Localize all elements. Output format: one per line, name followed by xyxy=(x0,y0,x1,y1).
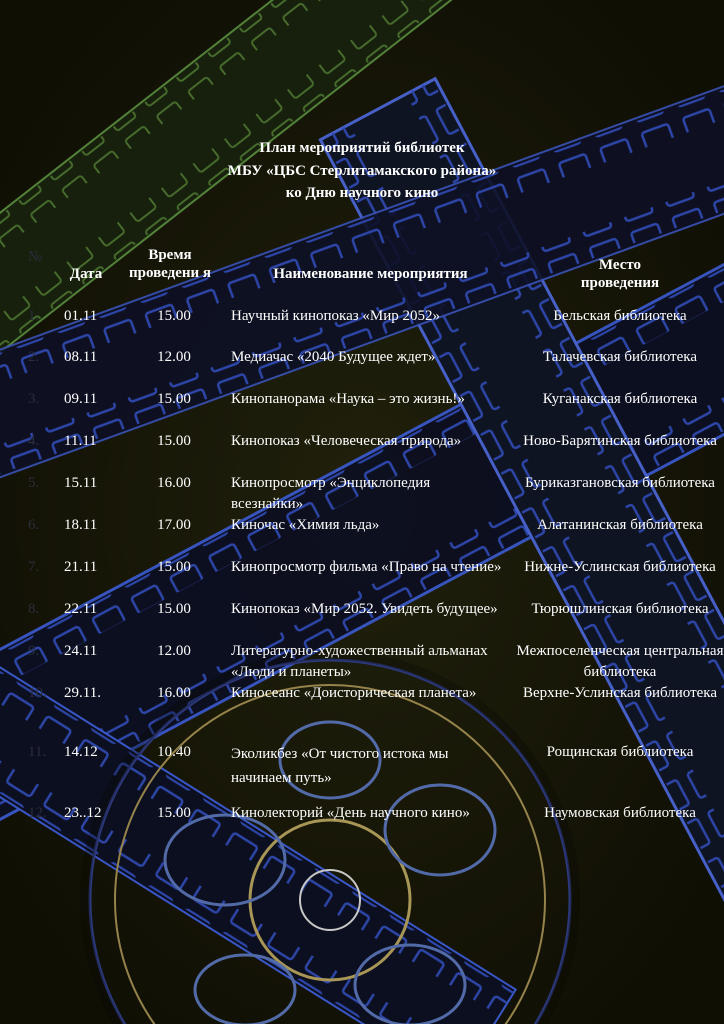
header-num: № xyxy=(28,249,43,265)
row-date: 15.11 xyxy=(64,475,98,491)
row-place: Алатанинская библиотека xyxy=(537,517,703,533)
row-time: 15.00 xyxy=(157,601,191,617)
row-time: 15.00 xyxy=(157,391,191,407)
row-time: 10.40 xyxy=(157,744,191,760)
row-num: 5. xyxy=(28,475,40,491)
row-place: Куганакская библиотека xyxy=(542,391,698,407)
row-num: 10. xyxy=(28,685,47,701)
title-line-1: План мероприятий библиотек xyxy=(259,140,465,156)
row-time: 16.00 xyxy=(157,685,191,701)
row-event-name: Кинопоказ «Мир 2052. Увидеть будущее» xyxy=(231,601,498,617)
row-event-name: Эколикбез «От чистого истока мы начинаем путь» xyxy=(231,746,449,786)
row-date: 08.11 xyxy=(64,349,98,365)
title-line-2: МБУ «ЦБС Стерлитамакского района» xyxy=(227,163,497,179)
row-place: Ново-Барятинская библиотека xyxy=(523,433,717,449)
row-date: 18.11 xyxy=(64,517,98,533)
row-event-name: Кинопросмотр «Энциклопедия всезнайки» xyxy=(231,475,431,512)
row-time: 15.00 xyxy=(157,308,191,324)
row-date: 24.11 xyxy=(64,643,98,659)
row-num: 3. xyxy=(28,391,40,407)
row-place: Нижне-Услинская библиотека xyxy=(524,559,716,575)
row-place: Наумовская библиотека xyxy=(544,805,696,821)
row-time: 16.00 xyxy=(157,475,191,491)
row-date: 01.11 xyxy=(64,308,98,324)
row-date: 22.11 xyxy=(64,601,98,617)
row-event-name: Литературно-художественный альманах «Люди и планеты» xyxy=(231,643,488,680)
row-date: 09.11 xyxy=(64,391,98,407)
row-time: 12.00 xyxy=(157,643,191,659)
row-date: 14.12 xyxy=(64,744,98,760)
row-time: 15.00 xyxy=(157,805,191,821)
row-date: 23..12 xyxy=(64,805,102,821)
row-place: Верхне-Услинская библиотека xyxy=(522,685,718,701)
row-place: Буриказгановская библиотека xyxy=(525,475,715,491)
row-event-name: Киночас «Химия льда» xyxy=(231,517,380,533)
row-event-name: Научный кинопоказ «Мир 2052» xyxy=(231,308,441,324)
row-num: 2. xyxy=(28,349,40,365)
row-time: 12.00 xyxy=(157,349,191,365)
row-event-name: Кинопоказ «Человеческая природа» xyxy=(231,433,462,449)
header-date: Дата xyxy=(69,266,103,282)
row-event-name: Киносеанс «Доисторическая планета» xyxy=(231,685,477,701)
row-date: 21.11 xyxy=(64,559,98,575)
row-time: 15.00 xyxy=(157,433,191,449)
row-num: 1. xyxy=(28,308,40,324)
header-time: Время проведени я xyxy=(128,247,212,281)
row-time: 17.00 xyxy=(157,517,191,533)
row-place: Бельская библиотека xyxy=(553,308,687,324)
row-num: 8. xyxy=(28,601,40,617)
row-date: 29.11. xyxy=(64,685,101,701)
row-event-name: Медиачас «2040 Будущее ждет» xyxy=(231,349,436,365)
row-num: 9. xyxy=(28,643,40,659)
row-event-name: Кинолекторий «День научного кино» xyxy=(231,805,470,821)
header-name: Наименование мероприятия xyxy=(273,266,468,282)
row-event-name: Кинопросмотр фильма «Право на чтение» xyxy=(231,559,502,575)
row-place: Межпоселенческая центральная библиотека xyxy=(516,643,724,680)
row-num: 7. xyxy=(28,559,40,575)
row-num: 6. xyxy=(28,517,40,533)
row-num: 12. xyxy=(28,805,47,821)
row-date: 11.11 xyxy=(64,433,97,449)
title-line-3: ко Дню научного кино xyxy=(285,185,439,201)
row-place: Рощинская библиотека xyxy=(546,744,694,760)
row-time: 15.00 xyxy=(157,559,191,575)
row-place: Тюрюшлинская библиотека xyxy=(531,601,709,617)
row-event-name: Кинопанорама «Наука – это жизнь!» xyxy=(231,391,465,407)
row-num: 11. xyxy=(28,744,47,760)
row-num: 4. xyxy=(28,433,40,449)
row-place: Талачевская библиотека xyxy=(542,349,697,365)
header-place: Место проведения xyxy=(580,257,660,291)
